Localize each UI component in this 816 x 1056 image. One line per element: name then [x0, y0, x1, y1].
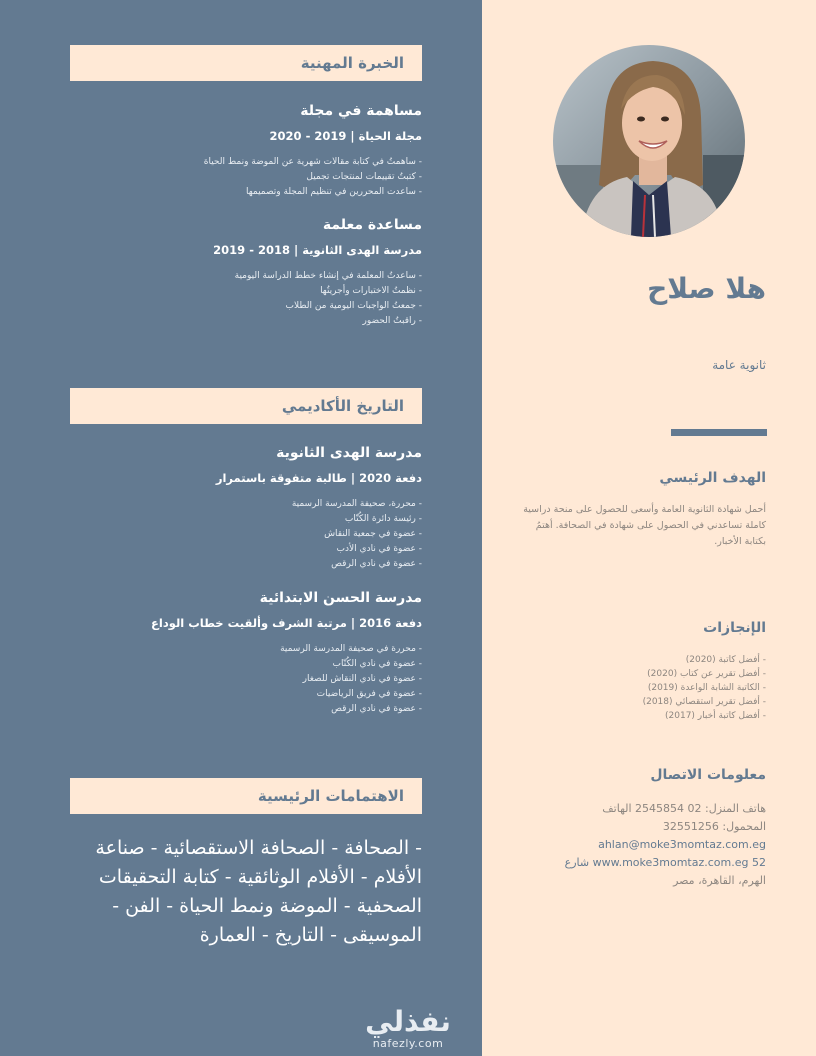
activity-item: - محررة في صحيفة المدرسة الرسمية: [280, 644, 422, 654]
achievements-heading: الإنجازات: [703, 620, 766, 636]
person-name: هلا صلاح: [647, 272, 766, 305]
contact-heading: معلومات الاتصال: [650, 767, 766, 783]
duty-item: - راقبتُ الحضور: [362, 316, 422, 326]
home-phone: هاتف المنزل: 02 2545854 الهاتف: [602, 802, 766, 815]
duty-item: - ساعدت المحررين في تنظيم المجلة وتصميمها: [245, 187, 422, 197]
duty-item: - ساعدتُ المعلمة في إنشاء خطط الدراسة اليومية: [234, 271, 422, 281]
contact-info: [520, 800, 766, 890]
achievement-item: - أفضل تقرير استقصائي (2018): [642, 697, 766, 707]
interests-text: - الصحافة - الصحافة الاستقصائية - صناعة الأفلام - الأفلام الوثائقية - كتابة التحقيقات الصحفية - الموضة ونمط الحياة - الفن - الموسيقى - التاريخ - العمارة: [95, 837, 422, 946]
school-activities: [70, 497, 422, 572]
school-subtitle: دفعة 2020 | طالبة متفوقة باستمرار: [215, 471, 422, 485]
activity-item: - عضوة في نادي الأدب: [336, 544, 422, 554]
activity-item: - عضوة في فريق الرياضيات: [316, 689, 422, 699]
school-entry: [70, 445, 422, 572]
activity-item: - عضوة في جمعية النقاش: [324, 529, 422, 539]
job-entry: [70, 103, 422, 200]
mobile-phone: المحمول: 32551256: [662, 820, 766, 833]
school-activities: [70, 642, 422, 717]
school-title: مدرسة الهدى الثانوية: [276, 445, 422, 461]
objective-text: أحمل شهادة الثانوية العامة وأسعى للحصول على منحة دراسية كاملة تساعدني في الحصول على شهادة في الصحافة. أهتمُ بكتابة الأخبار.: [523, 504, 766, 547]
experience-heading: الخبرة المهنية: [70, 45, 422, 81]
person-title: ثانوية عامة: [712, 358, 766, 372]
logo-arabic: نفذلي: [365, 1005, 451, 1038]
achievement-item: - أفضل تقرير عن كتاب (2020): [647, 669, 766, 679]
activity-item: - عضوة في نادي الكُتّاب: [332, 659, 422, 669]
school-title: مدرسة الحسن الابتدائية: [259, 590, 422, 606]
job-entry: [70, 217, 422, 329]
school-entry: [70, 590, 422, 717]
activity-item: - عضوة في نادي الرقص: [331, 704, 422, 714]
address-line: الهرم، القاهرة، مصر: [673, 874, 766, 887]
job-duties: [70, 155, 422, 200]
email-link[interactable]: ahlan@moke3momtaz.com.eg: [598, 838, 766, 851]
activity-item: - رئيسة دائرة الكُتّاب: [344, 514, 422, 524]
activity-item: - عضوة في نادي النقاش للصغار: [302, 674, 422, 684]
objective-heading: الهدف الرئيسي: [659, 470, 766, 486]
job-subtitle: مدرسة الهدى الثانوية | 2018 - 2019: [213, 243, 422, 257]
achievement-item: - أفضل كاتبة أخبار (2017): [665, 711, 766, 721]
job-title: مساعدة معلمة: [322, 217, 422, 233]
logo-latin: nafezly.com: [372, 1037, 444, 1050]
divider-bar: [671, 429, 767, 436]
activity-item: - عضوة في نادي الرقص: [331, 559, 422, 569]
job-title: مساهمة في مجلة: [300, 103, 422, 119]
job-duties: [70, 269, 422, 329]
portrait-photo-icon: [553, 45, 745, 237]
duty-item: - نظمتُ الاختبارات وأجريتُها: [320, 286, 422, 296]
education-heading: التاريخ الأكاديمي: [70, 388, 422, 424]
job-subtitle: مجلة الحياة | 2019 - 2020: [269, 129, 422, 143]
profile-photo: [553, 45, 745, 237]
achievement-item: - الكاتبة الشابة الواعدة (2019): [647, 683, 766, 693]
brand-logo: [356, 1006, 460, 1050]
achievements-list: [520, 653, 766, 723]
duty-item: - ساهمتُ في كتابة مقالات شهرية عن الموضة ونمط الحياة: [203, 157, 422, 167]
duty-item: - كتبتُ تقييمات لمنتجات تجميل: [306, 172, 422, 182]
activity-item: - محررة، صحيفة المدرسة الرسمية: [291, 499, 422, 509]
achievement-item: - أفضل كاتبة (2020): [685, 655, 766, 665]
duty-item: - جمعتُ الواجبات اليومية من الطلاب: [285, 301, 422, 311]
interests-heading: الاهتمامات الرئيسية: [70, 778, 422, 814]
school-subtitle: دفعة 2016 | مرتبة الشرف وألقيت خطاب الوداع: [151, 616, 422, 630]
website-address[interactable]: 52 www.moke3momtaz.com.eg شارع: [564, 856, 766, 869]
